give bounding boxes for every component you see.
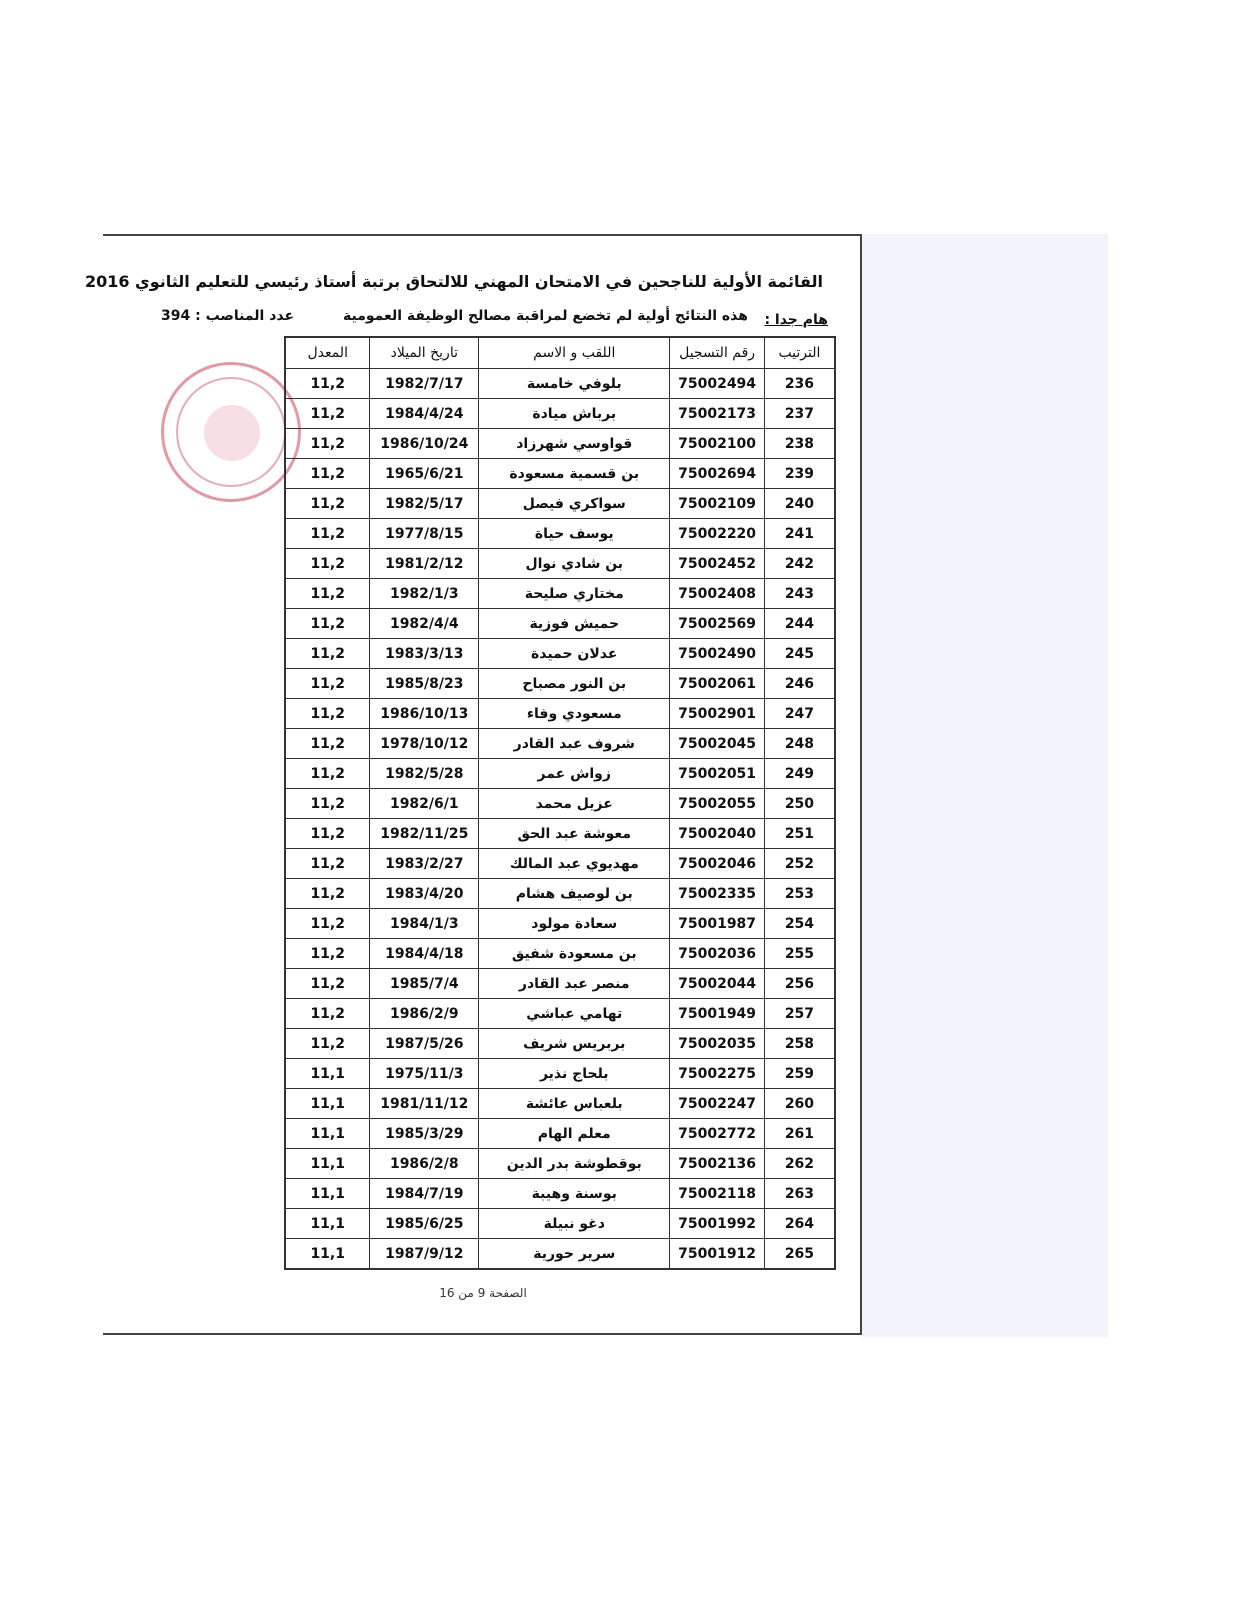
right-side-panel — [862, 234, 1108, 1337]
table-row — [285, 1179, 835, 1209]
table-row — [285, 909, 835, 939]
cell-registration: 75002490 — [670, 639, 765, 669]
table-row — [285, 489, 835, 519]
table-row — [285, 429, 835, 459]
cell-birth-date: 1986/2/8 — [370, 1149, 479, 1179]
cell-rank: 241 — [764, 519, 835, 549]
header-registration: رقم التسجيل — [670, 337, 765, 369]
table-row — [285, 399, 835, 429]
cell-birth-date: 1982/11/25 — [370, 819, 479, 849]
cell-average: 11,2 — [285, 549, 370, 579]
cell-average: 11,2 — [285, 939, 370, 969]
cell-birth-date: 1965/6/21 — [370, 459, 479, 489]
table-header-row — [285, 337, 835, 369]
cell-average: 11,2 — [285, 759, 370, 789]
table-row — [285, 789, 835, 819]
cell-rank: 254 — [764, 909, 835, 939]
table-row — [285, 579, 835, 609]
cell-average: 11,2 — [285, 489, 370, 519]
cell-average: 11,2 — [285, 789, 370, 819]
table-row — [285, 849, 835, 879]
cell-name: سرير حورية — [479, 1239, 670, 1270]
cell-average: 11,2 — [285, 999, 370, 1029]
cell-registration: 75002046 — [670, 849, 765, 879]
cell-average: 11,2 — [285, 879, 370, 909]
table-row — [285, 939, 835, 969]
table-row — [285, 699, 835, 729]
cell-name: سعادة مولود — [479, 909, 670, 939]
cell-registration: 75002055 — [670, 789, 765, 819]
header-average: المعدل — [285, 337, 370, 369]
table-row — [285, 1059, 835, 1089]
cell-birth-date: 1986/2/9 — [370, 999, 479, 1029]
header-name: اللقب و الاسم — [479, 337, 670, 369]
cell-name: معوشة عبد الحق — [479, 819, 670, 849]
cell-registration: 75002452 — [670, 549, 765, 579]
cell-registration: 75002772 — [670, 1119, 765, 1149]
cell-rank: 247 — [764, 699, 835, 729]
cell-average: 11,2 — [285, 1029, 370, 1059]
cell-birth-date: 1984/7/19 — [370, 1179, 479, 1209]
cell-average: 11,1 — [285, 1089, 370, 1119]
cell-birth-date: 1982/7/17 — [370, 369, 479, 399]
cell-registration: 75001987 — [670, 909, 765, 939]
cell-rank: 245 — [764, 639, 835, 669]
cell-average: 11,1 — [285, 1209, 370, 1239]
cell-registration: 75001992 — [670, 1209, 765, 1239]
cell-registration: 75002901 — [670, 699, 765, 729]
cell-birth-date: 1981/2/12 — [370, 549, 479, 579]
cell-registration: 75002136 — [670, 1149, 765, 1179]
cell-rank: 255 — [764, 939, 835, 969]
cell-birth-date: 1978/10/12 — [370, 729, 479, 759]
cell-birth-date: 1984/4/18 — [370, 939, 479, 969]
cell-birth-date: 1985/8/23 — [370, 669, 479, 699]
cell-birth-date: 1987/5/26 — [370, 1029, 479, 1059]
cell-registration: 75002118 — [670, 1179, 765, 1209]
cell-rank: 257 — [764, 999, 835, 1029]
table-row — [285, 999, 835, 1029]
cell-birth-date: 1986/10/24 — [370, 429, 479, 459]
cell-average: 11,2 — [285, 399, 370, 429]
page-number: الصفحة 9 من 16 — [439, 1286, 527, 1300]
table-row — [285, 969, 835, 999]
cell-registration: 75002061 — [670, 669, 765, 699]
table-row — [285, 519, 835, 549]
cell-birth-date: 1982/6/1 — [370, 789, 479, 819]
cell-registration: 75002408 — [670, 579, 765, 609]
cell-average: 11,2 — [285, 849, 370, 879]
cell-birth-date: 1982/5/28 — [370, 759, 479, 789]
cell-average: 11,2 — [285, 429, 370, 459]
cell-rank: 244 — [764, 609, 835, 639]
cell-birth-date: 1985/3/29 — [370, 1119, 479, 1149]
cell-registration: 75002694 — [670, 459, 765, 489]
results-table — [284, 336, 836, 1270]
cell-registration: 75002335 — [670, 879, 765, 909]
cell-registration: 75001912 — [670, 1239, 765, 1270]
cell-rank: 264 — [764, 1209, 835, 1239]
cell-rank: 265 — [764, 1239, 835, 1270]
header-rank: الترتيب — [764, 337, 835, 369]
cell-registration: 75002044 — [670, 969, 765, 999]
cell-name: بن شادي نوال — [479, 549, 670, 579]
cell-name: منصر عبد القادر — [479, 969, 670, 999]
cell-rank: 237 — [764, 399, 835, 429]
cell-rank: 261 — [764, 1119, 835, 1149]
table-row — [285, 369, 835, 399]
cell-birth-date: 1985/7/4 — [370, 969, 479, 999]
cell-rank: 256 — [764, 969, 835, 999]
cell-registration: 75002100 — [670, 429, 765, 459]
cell-name: مختاري صليحة — [479, 579, 670, 609]
cell-name: بوقطوشة بدر الدين — [479, 1149, 670, 1179]
cell-rank: 250 — [764, 789, 835, 819]
cell-birth-date: 1977/8/15 — [370, 519, 479, 549]
cell-name: دغو نبيلة — [479, 1209, 670, 1239]
cell-rank: 236 — [764, 369, 835, 399]
cell-birth-date: 1975/11/3 — [370, 1059, 479, 1089]
cell-birth-date: 1983/3/13 — [370, 639, 479, 669]
cell-birth-date: 1984/1/3 — [370, 909, 479, 939]
document-page — [84, 234, 862, 1335]
cell-name: بلعباس عائشة — [479, 1089, 670, 1119]
table-row — [285, 819, 835, 849]
cell-rank: 249 — [764, 759, 835, 789]
cell-registration: 75002051 — [670, 759, 765, 789]
cell-name: بن قسمية مسعودة — [479, 459, 670, 489]
table-row — [285, 609, 835, 639]
table-row — [285, 1029, 835, 1059]
cell-birth-date: 1983/2/27 — [370, 849, 479, 879]
cell-registration: 75002036 — [670, 939, 765, 969]
cell-registration: 75002173 — [670, 399, 765, 429]
cell-name: بن لوصيف هشام — [479, 879, 670, 909]
official-stamp-icon — [161, 362, 301, 502]
cell-rank: 260 — [764, 1089, 835, 1119]
cell-average: 11,2 — [285, 519, 370, 549]
cell-birth-date: 1985/6/25 — [370, 1209, 479, 1239]
cell-average: 11,1 — [285, 1119, 370, 1149]
cell-birth-date: 1983/4/20 — [370, 879, 479, 909]
header-birth-date: تاريخ الميلاد — [370, 337, 479, 369]
cell-name: عزيل محمد — [479, 789, 670, 819]
cell-birth-date: 1982/4/4 — [370, 609, 479, 639]
cell-name: يوسف حياة — [479, 519, 670, 549]
cell-name: حميش فوزية — [479, 609, 670, 639]
important-label: هام جدا : — [764, 312, 828, 328]
preliminary-notice: هذه النتائج أولية لم تخضع لمراقبة مصالح الوظيفة العمومية — [343, 308, 748, 324]
table-row — [285, 1149, 835, 1179]
cell-name: شروف عبد القادر — [479, 729, 670, 759]
cell-rank: 240 — [764, 489, 835, 519]
cell-name: بربريس شريف — [479, 1029, 670, 1059]
cell-name: بن النور مصباح — [479, 669, 670, 699]
cell-registration: 75002045 — [670, 729, 765, 759]
table-row — [285, 729, 835, 759]
cell-average: 11,2 — [285, 699, 370, 729]
positions-count: عدد المناصب : 394 — [161, 308, 295, 324]
table-row — [285, 759, 835, 789]
cell-average: 11,2 — [285, 819, 370, 849]
cell-registration: 75002247 — [670, 1089, 765, 1119]
cell-average: 11,1 — [285, 1059, 370, 1089]
cell-registration: 75002275 — [670, 1059, 765, 1089]
cell-rank: 239 — [764, 459, 835, 489]
cell-rank: 238 — [764, 429, 835, 459]
cell-registration: 75002040 — [670, 819, 765, 849]
cell-registration: 75002569 — [670, 609, 765, 639]
table-row — [285, 459, 835, 489]
cell-average: 11,2 — [285, 669, 370, 699]
cell-registration: 75002035 — [670, 1029, 765, 1059]
cell-birth-date: 1981/11/12 — [370, 1089, 479, 1119]
table-row — [285, 549, 835, 579]
cell-name: قواوسي شهرزاد — [479, 429, 670, 459]
table-row — [285, 879, 835, 909]
cell-rank: 243 — [764, 579, 835, 609]
cell-name: مسعودي وفاء — [479, 699, 670, 729]
cell-name: مهديوي عبد المالك — [479, 849, 670, 879]
cell-average: 11,2 — [285, 639, 370, 669]
cell-name: بلوفي خامسة — [479, 369, 670, 399]
cell-registration: 75001949 — [670, 999, 765, 1029]
cell-registration: 75002109 — [670, 489, 765, 519]
cell-average: 11,2 — [285, 969, 370, 999]
cell-average: 11,1 — [285, 1239, 370, 1270]
cell-birth-date: 1982/1/3 — [370, 579, 479, 609]
cell-registration: 75002220 — [670, 519, 765, 549]
cell-average: 11,2 — [285, 909, 370, 939]
cell-registration: 75002494 — [670, 369, 765, 399]
cell-name: معلم الهام — [479, 1119, 670, 1149]
cell-rank: 248 — [764, 729, 835, 759]
cell-name: بن مسعودة شفيق — [479, 939, 670, 969]
table-row — [285, 669, 835, 699]
cell-average: 11,2 — [285, 579, 370, 609]
cell-rank: 253 — [764, 879, 835, 909]
table-row — [285, 1239, 835, 1270]
cell-name: بلحاج نذير — [479, 1059, 670, 1089]
table-body — [285, 369, 835, 1270]
cell-rank: 251 — [764, 819, 835, 849]
table-row — [285, 639, 835, 669]
cell-birth-date: 1987/9/12 — [370, 1239, 479, 1270]
cell-average: 11,2 — [285, 729, 370, 759]
cell-name: سواكري فيصل — [479, 489, 670, 519]
cell-average: 11,1 — [285, 1179, 370, 1209]
cell-rank: 242 — [764, 549, 835, 579]
cell-rank: 259 — [764, 1059, 835, 1089]
cell-name: برباش ميادة — [479, 399, 670, 429]
cell-rank: 246 — [764, 669, 835, 699]
cell-average: 11,2 — [285, 459, 370, 489]
cell-name: تهامي عباشي — [479, 999, 670, 1029]
cell-average: 11,1 — [285, 1149, 370, 1179]
cell-birth-date: 1982/5/17 — [370, 489, 479, 519]
cell-rank: 258 — [764, 1029, 835, 1059]
cell-rank: 262 — [764, 1149, 835, 1179]
table-row — [285, 1209, 835, 1239]
cell-name: زواش عمر — [479, 759, 670, 789]
cell-average: 11,2 — [285, 609, 370, 639]
cell-rank: 252 — [764, 849, 835, 879]
cell-name: بوسنة وهيبة — [479, 1179, 670, 1209]
cell-birth-date: 1984/4/24 — [370, 399, 479, 429]
cell-rank: 263 — [764, 1179, 835, 1209]
cell-birth-date: 1986/10/13 — [370, 699, 479, 729]
cell-average: 11,2 — [285, 369, 370, 399]
table-row — [285, 1119, 835, 1149]
cell-name: عدلان حميدة — [479, 639, 670, 669]
table-row — [285, 1089, 835, 1119]
document-title: القائمة الأولية للناجحين في الامتحان المهني للالتحاق برتبة أستاذ رئيسي للتعليم الثانوي 2016 — [84, 272, 823, 291]
